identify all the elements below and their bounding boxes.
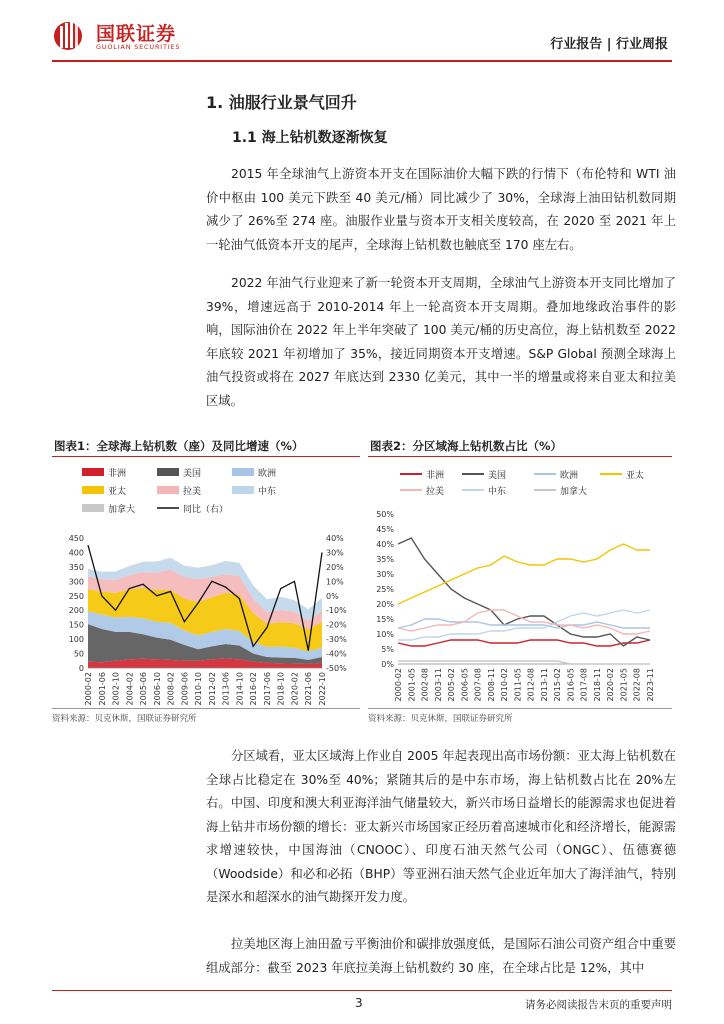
line-series-0 (398, 640, 650, 646)
y-tick2-2: 10% (376, 630, 394, 639)
y2-tick-7: 20% (326, 562, 344, 572)
report-category: 行业报告 | 行业周报 (550, 37, 668, 52)
y-tick-7: 350 (68, 562, 84, 572)
figure-2-chart (368, 456, 672, 708)
y2-tick-3: -20% (326, 620, 347, 630)
y2-tick-4: -10% (326, 606, 347, 616)
x-tick2-4: 2005-02 (447, 668, 457, 702)
x-tick2-5: 2006-05 (460, 668, 470, 702)
x-tick-13: 2017-06 (262, 672, 272, 706)
legend-swatch-5 (232, 486, 254, 494)
figure-2 (368, 436, 672, 728)
legend-swatch-3 (82, 486, 104, 494)
x-tick2-7: 2008-11 (486, 668, 496, 702)
line-series-3 (398, 544, 650, 604)
logo (52, 18, 202, 52)
legend-swatch-6 (82, 504, 104, 512)
legend-label-7: 同比（右） (183, 505, 229, 515)
y-tick-9: 450 (68, 534, 84, 543)
figure-2-source: 资料来源：贝克休斯，国联证券研究所 (368, 714, 513, 724)
line-series-1 (398, 538, 650, 646)
y-tick2-8: 40% (376, 540, 394, 549)
x-tick2-16: 2020-02 (606, 668, 616, 702)
x-tick2-18: 2022-08 (632, 668, 642, 702)
line-series-4 (398, 610, 650, 634)
legend-label-3: 亚太 (108, 487, 127, 497)
x-tick2-12: 2015-02 (553, 668, 563, 702)
y-tick2-4: 20% (376, 600, 394, 609)
x-tick-2: 2002-10 (111, 672, 121, 706)
x-tick2-0: 2000-02 (394, 668, 403, 702)
legend2-label-3: 亚太 (626, 471, 645, 481)
x-tick-6: 2008-02 (166, 672, 176, 706)
x-tick-1: 2001-06 (97, 672, 107, 706)
legend-label-4: 拉美 (183, 487, 202, 497)
legend-label-1: 美国 (183, 469, 202, 479)
x-tick-16: 2021-06 (304, 672, 314, 706)
y-tick-0: 0 (78, 664, 84, 673)
y-tick-8: 400 (68, 548, 84, 558)
page-number: 3 (355, 996, 363, 1010)
x-tick2-9: 2011-05 (513, 668, 523, 702)
x-tick-3: 2004-02 (125, 672, 135, 706)
y-tick2-9: 45% (376, 525, 394, 534)
x-tick2-15: 2018-11 (592, 668, 602, 702)
logo-en: GUOLIAN SECURITIES (96, 43, 181, 51)
y-tick2-1: 5% (381, 645, 394, 654)
y-tick2-5: 25% (376, 585, 394, 594)
y2-tick-9: 40% (326, 534, 344, 543)
x-tick2-8: 2010-02 (500, 668, 510, 702)
figure-2-title: 图表2：分区域海上钻机数占比（%） (368, 436, 672, 457)
legend2-label-1: 美国 (488, 471, 507, 481)
y-tick-6: 300 (68, 577, 84, 587)
legend2-label-0: 非洲 (426, 471, 445, 481)
y2-tick-5: 0% (326, 591, 339, 601)
figure-1 (52, 436, 360, 728)
legend2-label-6: 加拿大 (560, 487, 588, 497)
y2-tick-6: 10% (326, 577, 344, 587)
subsection-heading: 1.1 海上钻机数逐渐恢复 (232, 130, 388, 146)
legend2-label-4: 拉美 (426, 487, 445, 497)
legend-label-2: 欧洲 (258, 469, 277, 479)
paragraph-1: 2015 年全球油气上游资本开支在国际油价大幅下跌的行情下（布伦特和 WTI 油价中枢由 100 美元下跌至 40 美元/桶）同比减少了 30%，全球海上油田钻机数同期减少了 26%至 274 座。油服作业量与资本开支相关度较高，在 2020 至 2021 年上一轮油气低资本开支的尾声，全球海上钻机数也触底至 170 座左右。 (206, 167, 676, 252)
page-header (0, 0, 724, 70)
y2-tick-2: -30% (326, 635, 347, 645)
line-series-2 (398, 619, 650, 628)
y2-tick-0: -50% (326, 664, 347, 673)
x-tick2-3: 2003-11 (433, 668, 443, 702)
figure-1-chart (52, 456, 360, 708)
footer-disclaimer: 请务必阅读报告末页的重要声明 (525, 999, 672, 1011)
legend2-label-2: 欧洲 (560, 471, 579, 481)
y2-tick-8: 30% (326, 548, 344, 558)
header-divider (52, 60, 672, 62)
x-tick2-10: 2012-08 (526, 668, 536, 702)
figure-1-source: 资料来源：贝克休斯，国联证券研究所 (52, 714, 197, 724)
x-tick-10: 2013-06 (221, 672, 231, 706)
x-tick-8: 2010-10 (194, 672, 204, 706)
legend-swatch-4 (157, 486, 179, 494)
figure-1-title: 图表1：全球海上钻机数（座）及同比增速（%） (52, 436, 360, 457)
y-tick-1: 50 (73, 649, 84, 659)
section-heading: 1. 油服行业景气回升 (206, 93, 357, 112)
x-tick-0: 2000-02 (84, 672, 93, 706)
x-tick2-13: 2016-05 (566, 668, 576, 702)
legend-swatch-2 (232, 468, 254, 476)
y-tick2-0: 0% (381, 660, 394, 669)
y-tick-4: 200 (68, 606, 84, 616)
x-tick-12: 2016-02 (249, 672, 259, 706)
x-tick-15: 2020-02 (290, 672, 300, 706)
legend-label-0: 非洲 (108, 469, 127, 479)
paragraph-2: 2022 年油气行业迎来了新一轮资本开支周期，全球油气上游资本开支同比增加了 39%，增速远高于 2010-2014 年上一轮高资本开支周期。叠加地缘政治事件的影响，国际油价在 2022 年上半年突破了 100 美元/桶的历史高位，海上钻机数至 2022 年底较 2021 年初增加了 35%，接近同期资本开支增速。S&P Global 预测全球海上油气投资或将在 2027 年底达到 2330 亿美元，其中一半的增量或将来自亚太和拉美区域。 (206, 276, 676, 408)
x-tick2-1: 2001-05 (407, 668, 417, 702)
x-tick2-14: 2017-08 (579, 668, 589, 702)
legend-swatch-1 (157, 468, 179, 476)
y-tick2-6: 30% (376, 570, 394, 579)
x-tick2-6: 2007-08 (473, 668, 483, 702)
y-tick-3: 150 (68, 620, 84, 630)
y2-tick-1: -40% (326, 649, 347, 659)
logo-cn: 国联证券 (96, 23, 177, 45)
x-tick2-19: 2023-11 (646, 668, 655, 702)
y-tick2-10: 50% (376, 510, 394, 519)
y-tick-2: 100 (68, 635, 84, 645)
logo-mark-icon (52, 18, 92, 52)
x-tick2-17: 2021-05 (619, 668, 629, 702)
x-tick-17: 2022-10 (318, 672, 327, 706)
x-tick-11: 2014-10 (235, 672, 245, 706)
x-tick2-11: 2013-11 (539, 668, 549, 702)
x-tick-4: 2005-06 (139, 672, 149, 706)
line-series-6 (398, 661, 650, 664)
y-tick2-7: 35% (376, 555, 394, 564)
x-tick-7: 2009-06 (180, 672, 190, 706)
x-tick-5: 2006-10 (152, 672, 162, 706)
x-tick-9: 2012-02 (207, 672, 217, 706)
x-tick-14: 2018-10 (276, 672, 286, 706)
legend-label-5: 中东 (258, 487, 277, 497)
paragraph-3: 分区域看，亚太区域海上作业自 2005 年起表现出高市场份额：亚太海上钻机数在全球占比稳定在 30%至 40%；紧随其后的是中东市场，海上钻机数占比在 20%左右。中国、印度和澳大利亚海洋油气储量较大，新兴市场日益增长的能源需求也促进着海上钻井市场份额的增长：亚太新兴市场国家正经历着高速城市化和经济增长，能源需求增速较快，中国海油（CNOOC）、印度石油天然气公司（ONGC）、伍德赛德（Woodside）和必和必拓（BHP）等亚洲石油天然气企业近年加大了海洋油气，特别是深水和超深水的油气勘探开发力度。 (206, 749, 676, 904)
y-tick-5: 250 (68, 591, 84, 601)
legend2-label-5: 中东 (488, 487, 507, 497)
paragraph-4: 拉美地区海上油田盈亏平衡油价和碳排放强度低，是国际石油公司资产组合中重要组成部分：截至 2023 年底拉美海上钻机数约 30 座，在全球占比是 12%，其中 (206, 937, 676, 975)
x-tick2-2: 2002-08 (420, 668, 430, 702)
y-tick2-3: 15% (376, 615, 394, 624)
legend-swatch-0 (82, 468, 104, 476)
legend-label-6: 加拿大 (108, 505, 136, 515)
